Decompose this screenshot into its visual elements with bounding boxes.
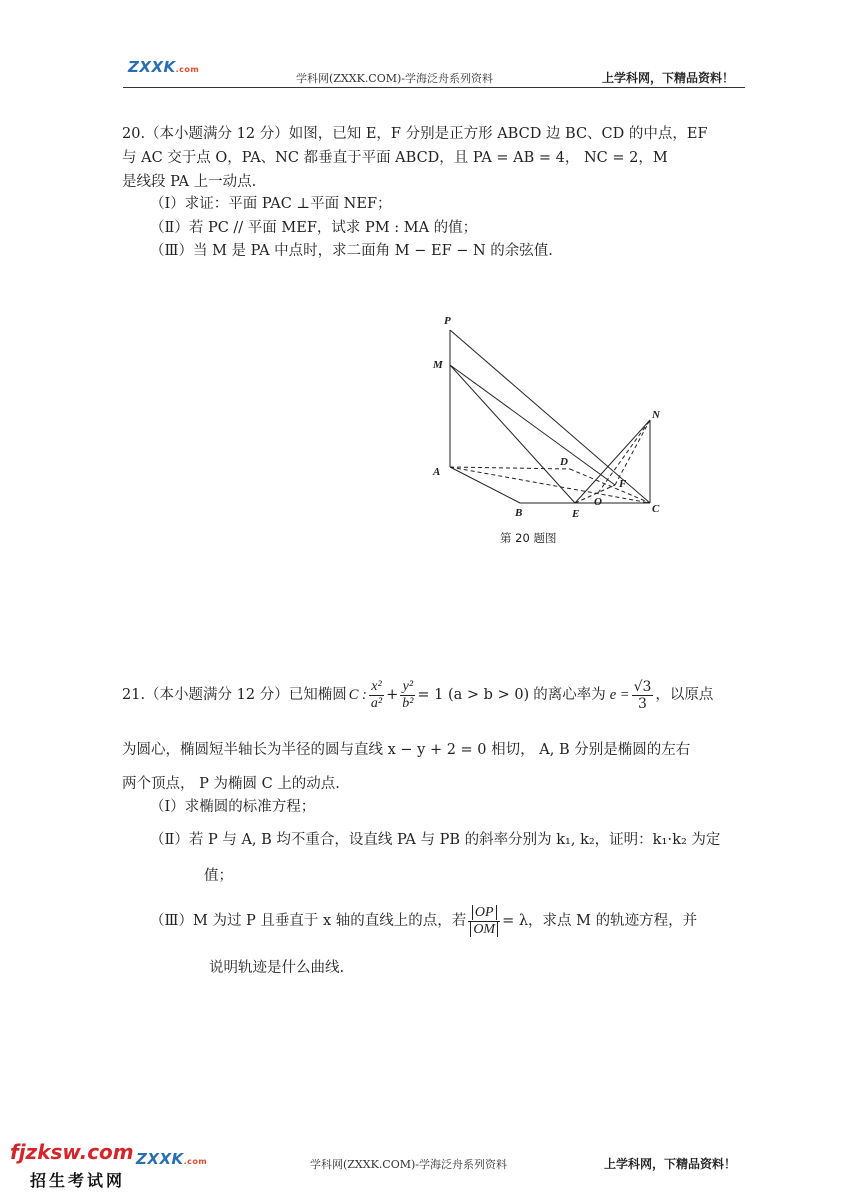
q20-figure [420,305,680,525]
label-A: A [433,466,441,478]
label-M: M [433,359,443,371]
label-O: O [594,496,602,508]
footer-logo-text: ZXXK [136,1150,184,1168]
q21-line2: 为圆心，椭圆短半轴长为半径的圆与直线 x − y + 2 = 0 相切， A, B 分别是椭圆的左右 [122,742,691,758]
label-N: N [652,409,660,421]
q21-part3-pre: （Ⅲ）M 为过 P 且垂直于 x 轴的直线上的点，若 [150,913,467,929]
q21-part2b: 值； [204,868,233,884]
q21-tail1: ，以原点 [655,687,714,703]
q21-line1: 21.（本小题满分 12 分）已知椭圆 C : $\frac{\text{x²}}{\text{a²}}$ + $\frac{\text{y²}}{\text{b²}}$ = 1 (a > b > 0) 的离心率为 e = $\frac{√3}{3}$ ，以原点 [122,678,714,712]
header-logo-text: ZXXK [128,58,176,76]
q20-line3: 是线段 PA 上一动点. [122,174,257,190]
header-logo-suffix: .com [175,65,200,74]
q21-eq-tail: = 1 (a > b > 0) [417,687,530,703]
q21-frac-y [400,679,415,712]
q21-a2: a² [370,695,383,711]
q21-om: OM [470,922,498,937]
q21-part2: （Ⅱ）若 P 与 A, B 均不重合，设直线 PA 与 PB 的斜率分别为 k₁, k₂，证明：k₁⋅k₂ 为定 [150,832,721,848]
label-B: B [515,507,523,519]
q21-b2: b² [402,695,414,711]
q21-line3: 两个顶点， P 为椭圆 C 上的动点. [122,776,340,792]
q20-part2: （Ⅱ）若 PC // 平面 MEF，试求 PM : MA 的值； [150,220,478,236]
edge-EN [575,420,650,503]
footer-logo-suffix: .com [183,1157,208,1166]
q21-part3b: 说明轨迹是什么曲线. [209,960,345,976]
q21-ellipse-name: C : [348,687,367,703]
q20-part1: （Ⅰ）求证：平面 PAC ⊥平面 NEF； [150,196,392,212]
footer-watermark-cn: 招生考试网 [30,1171,126,1190]
q21-frac-ratio [468,905,500,938]
label-E: E [572,508,580,520]
q21-part3 [150,898,697,944]
edge-DC [570,469,650,503]
q20-part3: （Ⅲ）当 M 是 PA 中点时，求二面角 M − EF − N 的余弦值. [150,243,553,259]
q21-y2: y² [400,679,415,696]
footer-logo [136,1150,207,1168]
label-C: C [652,503,660,515]
q21-op: OP [472,905,497,920]
header-right-text: 上学科网，下精品资料！ [602,71,735,85]
q20-line1: 20.（本小题满分 12 分）如图，已知 E，F 分别是正方形 ABCD 边 BC、CD 的中点，EF [122,126,708,142]
label-D: D [560,456,568,468]
q21-mid: 的离心率为 [533,687,606,703]
header-rule [123,87,745,88]
q20-line2: 与 AC 交于点 O，PA、NC 都垂直于平面 ABCD，且 PA = AB = 4， NC = 2，M [122,150,668,166]
figure-caption: 第 20 题图 [500,531,557,545]
q21-three: 3 [638,695,647,712]
footer-right-text: 上学科网，下精品资料！ [604,1157,737,1171]
label-F: F [619,478,627,490]
edge-AD [450,467,570,469]
q21-part3-post: = λ，求点 M 的轨迹方程，并 [502,913,698,929]
header-center-text: 学科网(ZXXK.COM)-学海泛舟系列资料 [296,72,494,85]
edge-ME [450,365,575,503]
footer-watermark: fjzksw.com [10,1140,134,1164]
q21-lead: 21.（本小题满分 12 分）已知椭圆 [122,687,347,703]
header-logo [128,58,199,76]
q21-x2: x² [369,679,384,696]
edge-AB [450,467,520,503]
footer-center-text: 学科网(ZXXK.COM)-学海泛舟系列资料 [310,1158,508,1171]
q21-frac-x [369,679,384,712]
q21-e-lhs: e = [609,687,630,703]
q21-sqrt3: √3 [633,678,652,695]
label-P: P [444,315,451,327]
q21-frac-e [632,679,654,712]
q21-part1: （Ⅰ）求椭圆的标准方程； [150,799,316,815]
